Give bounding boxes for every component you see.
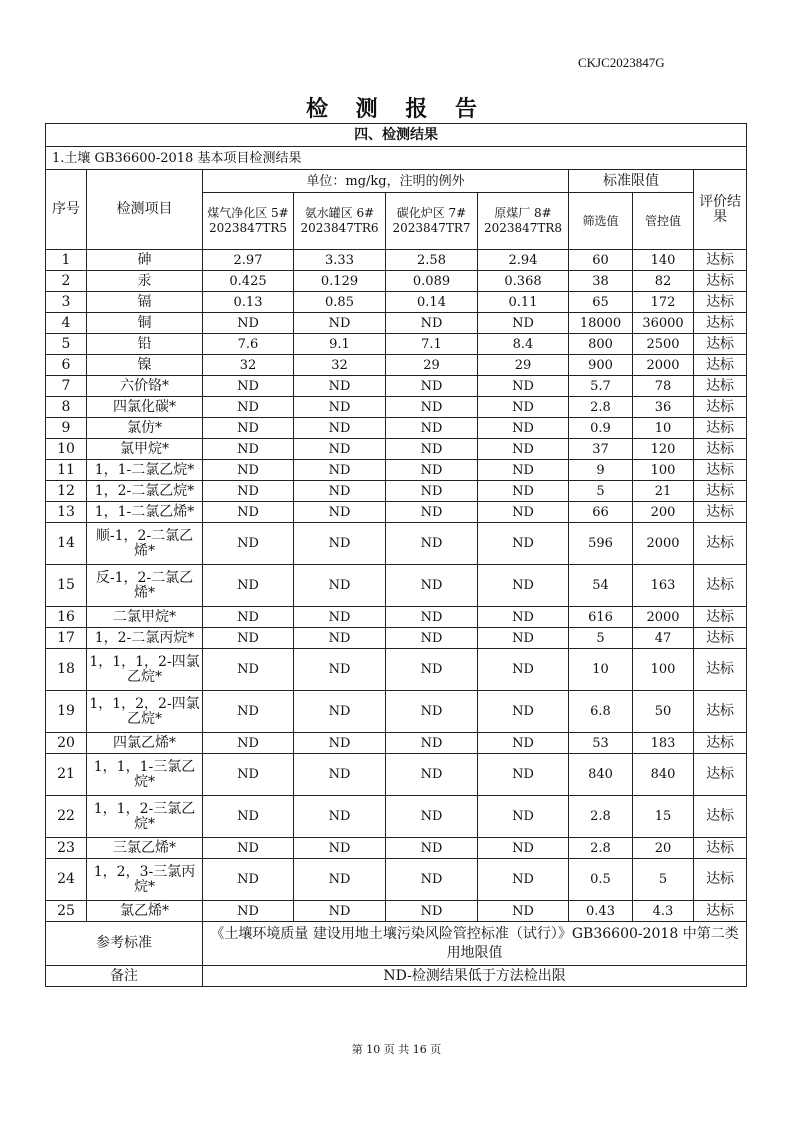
row-no: 13 xyxy=(46,502,87,523)
table-row xyxy=(46,628,747,649)
row-value-4: 0.368 xyxy=(478,271,569,292)
row-screen-value: 900 xyxy=(569,355,633,376)
row-result: 达标 xyxy=(694,355,747,376)
row-value-4: ND xyxy=(478,754,569,796)
row-value-4: ND xyxy=(478,418,569,439)
table-row xyxy=(46,397,747,418)
row-value-4: ND xyxy=(478,901,569,922)
row-item-name: 1，1，1-三氯乙烷* xyxy=(87,754,203,796)
row-control-value: 200 xyxy=(633,502,694,523)
row-value-4: ND xyxy=(478,796,569,838)
header-standard: 标准限值 xyxy=(569,170,694,193)
row-control-value: 36000 xyxy=(633,313,694,334)
row-no: 18 xyxy=(46,649,87,691)
row-control-value: 82 xyxy=(633,271,694,292)
row-value-2: ND xyxy=(294,691,386,733)
row-result: 达标 xyxy=(694,754,747,796)
header-seq: 序号 xyxy=(46,170,87,250)
row-result: 达标 xyxy=(694,376,747,397)
row-no: 2 xyxy=(46,271,87,292)
row-item-name: 顺-1，2-二氯乙烯* xyxy=(87,523,203,565)
row-control-value: 36 xyxy=(633,397,694,418)
row-screen-value: 53 xyxy=(569,733,633,754)
row-control-value: 140 xyxy=(633,250,694,271)
row-screen-value: 5 xyxy=(569,481,633,502)
row-screen-value: 38 xyxy=(569,271,633,292)
row-no: 5 xyxy=(46,334,87,355)
row-value-1: ND xyxy=(203,523,294,565)
row-item-name: 氯乙烯* xyxy=(87,901,203,922)
row-no: 25 xyxy=(46,901,87,922)
row-value-3: ND xyxy=(386,628,478,649)
table-row xyxy=(46,460,747,481)
header-screen: 筛选值 xyxy=(569,193,633,250)
row-screen-value: 800 xyxy=(569,334,633,355)
row-value-1: ND xyxy=(203,397,294,418)
row-no: 14 xyxy=(46,523,87,565)
row-control-value: 78 xyxy=(633,376,694,397)
row-result: 达标 xyxy=(694,292,747,313)
row-result: 达标 xyxy=(694,334,747,355)
row-value-1: ND xyxy=(203,628,294,649)
row-no: 8 xyxy=(46,397,87,418)
row-value-4: ND xyxy=(478,649,569,691)
table-row xyxy=(46,565,747,607)
row-no: 23 xyxy=(46,838,87,859)
row-control-value: 2000 xyxy=(633,355,694,376)
row-value-4: ND xyxy=(478,733,569,754)
table-subtitle: 1.土壤 GB36600-2018 基本项目检测结果 xyxy=(46,147,747,170)
row-value-4: ND xyxy=(478,481,569,502)
row-screen-value: 54 xyxy=(569,565,633,607)
row-no: 10 xyxy=(46,439,87,460)
row-value-3: ND xyxy=(386,733,478,754)
row-value-2: ND xyxy=(294,607,386,628)
row-screen-value: 616 xyxy=(569,607,633,628)
table-row xyxy=(46,481,747,502)
row-value-1: ND xyxy=(203,754,294,796)
row-value-4: ND xyxy=(478,523,569,565)
row-value-3: 29 xyxy=(386,355,478,376)
row-item-name: 1，2-二氯丙烷* xyxy=(87,628,203,649)
row-value-1: ND xyxy=(203,796,294,838)
row-result: 达标 xyxy=(694,418,747,439)
row-value-2: 0.129 xyxy=(294,271,386,292)
row-value-1: ND xyxy=(203,901,294,922)
row-control-value: 2500 xyxy=(633,334,694,355)
table-row xyxy=(46,649,747,691)
table-row xyxy=(46,523,747,565)
row-screen-value: 840 xyxy=(569,754,633,796)
row-value-1: ND xyxy=(203,607,294,628)
header-sample-1: 煤气净化区 5# 2023847TR5 xyxy=(203,193,294,250)
row-control-value: 4.3 xyxy=(633,901,694,922)
row-no: 16 xyxy=(46,607,87,628)
table-row xyxy=(46,502,747,523)
row-value-2: 3.33 xyxy=(294,250,386,271)
row-item-name: 三氯乙烯* xyxy=(87,838,203,859)
row-screen-value: 9 xyxy=(569,460,633,481)
row-value-3: 7.1 xyxy=(386,334,478,355)
row-control-value: 100 xyxy=(633,649,694,691)
row-no: 17 xyxy=(46,628,87,649)
reference-text: 《土壤环境质量 建设用地土壤污染风险管控标准（试行）》GB36600-2018 中第二类用地限值 xyxy=(203,922,747,966)
row-item-name: 二氯甲烷* xyxy=(87,607,203,628)
row-value-3: ND xyxy=(386,859,478,901)
row-result: 达标 xyxy=(694,691,747,733)
row-value-2: ND xyxy=(294,376,386,397)
row-value-3: ND xyxy=(386,901,478,922)
row-value-1: ND xyxy=(203,859,294,901)
row-no: 9 xyxy=(46,418,87,439)
header-sample-4: 原煤厂 8# 2023847TR8 xyxy=(478,193,569,250)
note-label: 备注 xyxy=(46,966,203,987)
results-table xyxy=(45,123,747,987)
row-value-1: ND xyxy=(203,418,294,439)
row-value-3: 0.089 xyxy=(386,271,478,292)
table-row xyxy=(46,607,747,628)
row-result: 达标 xyxy=(694,649,747,691)
row-no: 19 xyxy=(46,691,87,733)
row-value-4: 2.94 xyxy=(478,250,569,271)
row-value-3: 0.14 xyxy=(386,292,478,313)
row-value-3: ND xyxy=(386,754,478,796)
row-control-value: 50 xyxy=(633,691,694,733)
row-item-name: 1，1，2，2-四氯乙烷* xyxy=(87,691,203,733)
table-row xyxy=(46,250,747,271)
row-control-value: 15 xyxy=(633,796,694,838)
row-value-3: ND xyxy=(386,796,478,838)
row-value-2: ND xyxy=(294,649,386,691)
row-value-3: ND xyxy=(386,460,478,481)
row-item-name: 六价铬* xyxy=(87,376,203,397)
table-row xyxy=(46,334,747,355)
table-row xyxy=(46,859,747,901)
table-row xyxy=(46,439,747,460)
row-value-3: ND xyxy=(386,376,478,397)
row-value-4: ND xyxy=(478,460,569,481)
table-row xyxy=(46,901,747,922)
row-value-2: ND xyxy=(294,397,386,418)
row-result: 达标 xyxy=(694,859,747,901)
row-no: 12 xyxy=(46,481,87,502)
header-sample-3: 碳化炉区 7# 2023847TR7 xyxy=(386,193,478,250)
row-no: 24 xyxy=(46,859,87,901)
row-result: 达标 xyxy=(694,460,747,481)
page-title: 检 测 报 告 xyxy=(306,96,487,122)
row-item-name: 四氯乙烯* xyxy=(87,733,203,754)
row-value-2: ND xyxy=(294,439,386,460)
row-result: 达标 xyxy=(694,565,747,607)
header-control: 管控值 xyxy=(633,193,694,250)
row-control-value: 100 xyxy=(633,460,694,481)
row-value-4: ND xyxy=(478,376,569,397)
row-value-1: 0.425 xyxy=(203,271,294,292)
row-value-1: ND xyxy=(203,481,294,502)
row-value-2: ND xyxy=(294,460,386,481)
row-screen-value: 37 xyxy=(569,439,633,460)
row-screen-value: 596 xyxy=(569,523,633,565)
row-control-value: 163 xyxy=(633,565,694,607)
row-value-3: ND xyxy=(386,502,478,523)
row-value-3: ND xyxy=(386,397,478,418)
row-value-2: ND xyxy=(294,733,386,754)
row-value-4: ND xyxy=(478,859,569,901)
row-control-value: 2000 xyxy=(633,523,694,565)
row-control-value: 120 xyxy=(633,439,694,460)
row-value-1: ND xyxy=(203,376,294,397)
table-row xyxy=(46,355,747,376)
row-control-value: 840 xyxy=(633,754,694,796)
row-no: 6 xyxy=(46,355,87,376)
table-row xyxy=(46,376,747,397)
row-result: 达标 xyxy=(694,733,747,754)
report-id: CKJC2023847G xyxy=(578,55,665,70)
row-item-name: 铜 xyxy=(87,313,203,334)
row-result: 达标 xyxy=(694,502,747,523)
row-value-2: ND xyxy=(294,838,386,859)
row-screen-value: 18000 xyxy=(569,313,633,334)
row-value-2: ND xyxy=(294,418,386,439)
row-value-2: ND xyxy=(294,523,386,565)
row-value-2: ND xyxy=(294,565,386,607)
row-result: 达标 xyxy=(694,607,747,628)
row-result: 达标 xyxy=(694,901,747,922)
row-value-2: ND xyxy=(294,901,386,922)
row-no: 20 xyxy=(46,733,87,754)
row-value-2: ND xyxy=(294,481,386,502)
row-value-1: ND xyxy=(203,649,294,691)
row-result: 达标 xyxy=(694,628,747,649)
row-control-value: 10 xyxy=(633,418,694,439)
row-value-4: 0.11 xyxy=(478,292,569,313)
row-value-1: ND xyxy=(203,439,294,460)
table-row xyxy=(46,754,747,796)
row-value-3: ND xyxy=(386,691,478,733)
row-value-3: ND xyxy=(386,523,478,565)
row-item-name: 1，1-二氯乙烷* xyxy=(87,460,203,481)
row-value-2: ND xyxy=(294,313,386,334)
row-value-1: ND xyxy=(203,838,294,859)
row-item-name: 1，2，3-三氯丙烷* xyxy=(87,859,203,901)
row-value-1: ND xyxy=(203,313,294,334)
row-value-3: ND xyxy=(386,565,478,607)
row-screen-value: 0.9 xyxy=(569,418,633,439)
table-row xyxy=(46,733,747,754)
row-screen-value: 2.8 xyxy=(569,796,633,838)
row-value-2: ND xyxy=(294,859,386,901)
row-value-4: ND xyxy=(478,607,569,628)
row-control-value: 172 xyxy=(633,292,694,313)
row-screen-value: 5.7 xyxy=(569,376,633,397)
row-no: 11 xyxy=(46,460,87,481)
row-result: 达标 xyxy=(694,523,747,565)
row-value-3: ND xyxy=(386,481,478,502)
table-row xyxy=(46,313,747,334)
row-value-3: ND xyxy=(386,838,478,859)
row-item-name: 砷 xyxy=(87,250,203,271)
row-result: 达标 xyxy=(694,796,747,838)
row-control-value: 2000 xyxy=(633,607,694,628)
row-no: 3 xyxy=(46,292,87,313)
row-value-4: ND xyxy=(478,691,569,733)
header-unit: 单位：mg/kg，注明的例外 xyxy=(203,170,569,193)
row-screen-value: 0.5 xyxy=(569,859,633,901)
row-value-2: ND xyxy=(294,754,386,796)
row-no: 22 xyxy=(46,796,87,838)
row-value-4: ND xyxy=(478,838,569,859)
header-eval: 评价结果 xyxy=(694,170,747,250)
row-result: 达标 xyxy=(694,481,747,502)
row-value-3: ND xyxy=(386,439,478,460)
row-no: 1 xyxy=(46,250,87,271)
row-result: 达标 xyxy=(694,271,747,292)
row-screen-value: 5 xyxy=(569,628,633,649)
row-result: 达标 xyxy=(694,439,747,460)
table-row xyxy=(46,691,747,733)
table-row xyxy=(46,292,747,313)
table-row xyxy=(46,796,747,838)
row-screen-value: 60 xyxy=(569,250,633,271)
note-text: ND-检测结果低于方法检出限 xyxy=(203,966,747,987)
row-item-name: 1，1-二氯乙烯* xyxy=(87,502,203,523)
row-no: 21 xyxy=(46,754,87,796)
row-value-1: ND xyxy=(203,733,294,754)
row-screen-value: 6.8 xyxy=(569,691,633,733)
row-value-3: ND xyxy=(386,649,478,691)
row-control-value: 5 xyxy=(633,859,694,901)
row-result: 达标 xyxy=(694,250,747,271)
row-value-1: 2.97 xyxy=(203,250,294,271)
row-value-4: ND xyxy=(478,313,569,334)
table-row xyxy=(46,271,747,292)
row-value-1: 32 xyxy=(203,355,294,376)
row-screen-value: 2.8 xyxy=(569,838,633,859)
row-item-name: 1，1，2-三氯乙烷* xyxy=(87,796,203,838)
row-value-4: ND xyxy=(478,397,569,418)
row-item-name: 氯仿* xyxy=(87,418,203,439)
row-value-2: ND xyxy=(294,502,386,523)
row-value-1: 0.13 xyxy=(203,292,294,313)
row-no: 4 xyxy=(46,313,87,334)
header-item: 检测项目 xyxy=(87,170,203,250)
row-value-2: ND xyxy=(294,628,386,649)
row-value-2: 32 xyxy=(294,355,386,376)
row-item-name: 四氯化碳* xyxy=(87,397,203,418)
row-item-name: 氯甲烷* xyxy=(87,439,203,460)
row-value-4: 29 xyxy=(478,355,569,376)
row-value-4: ND xyxy=(478,565,569,607)
row-screen-value: 0.43 xyxy=(569,901,633,922)
row-item-name: 镉 xyxy=(87,292,203,313)
row-result: 达标 xyxy=(694,397,747,418)
row-value-3: ND xyxy=(386,418,478,439)
row-value-2: ND xyxy=(294,796,386,838)
row-value-3: ND xyxy=(386,313,478,334)
row-control-value: 21 xyxy=(633,481,694,502)
row-no: 7 xyxy=(46,376,87,397)
row-item-name: 汞 xyxy=(87,271,203,292)
row-screen-value: 2.8 xyxy=(569,397,633,418)
row-control-value: 20 xyxy=(633,838,694,859)
row-result: 达标 xyxy=(694,313,747,334)
row-control-value: 47 xyxy=(633,628,694,649)
row-control-value: 183 xyxy=(633,733,694,754)
row-value-1: ND xyxy=(203,502,294,523)
row-value-4: 8.4 xyxy=(478,334,569,355)
row-value-1: ND xyxy=(203,460,294,481)
row-value-1: ND xyxy=(203,691,294,733)
row-result: 达标 xyxy=(694,838,747,859)
row-value-4: ND xyxy=(478,502,569,523)
row-item-name: 铅 xyxy=(87,334,203,355)
row-value-3: 2.58 xyxy=(386,250,478,271)
row-value-1: ND xyxy=(203,565,294,607)
row-value-3: ND xyxy=(386,607,478,628)
row-screen-value: 65 xyxy=(569,292,633,313)
table-row xyxy=(46,418,747,439)
table-row xyxy=(46,838,747,859)
page-footer: 第 10 页 共 16 页 xyxy=(351,1043,442,1056)
section-title: 四、检测结果 xyxy=(46,124,747,147)
row-screen-value: 66 xyxy=(569,502,633,523)
row-item-name: 1，1，1，2-四氯乙烷* xyxy=(87,649,203,691)
data-rows xyxy=(46,250,747,922)
row-value-4: ND xyxy=(478,628,569,649)
row-value-4: ND xyxy=(478,439,569,460)
row-value-1: 7.6 xyxy=(203,334,294,355)
row-screen-value: 10 xyxy=(569,649,633,691)
row-item-name: 镍 xyxy=(87,355,203,376)
header-sample-2: 氨水罐区 6# 2023847TR6 xyxy=(294,193,386,250)
row-value-2: 9.1 xyxy=(294,334,386,355)
row-item-name: 反-1，2-二氯乙烯* xyxy=(87,565,203,607)
row-no: 15 xyxy=(46,565,87,607)
row-item-name: 1，2-二氯乙烷* xyxy=(87,481,203,502)
row-value-2: 0.85 xyxy=(294,292,386,313)
reference-label: 参考标准 xyxy=(46,922,203,966)
